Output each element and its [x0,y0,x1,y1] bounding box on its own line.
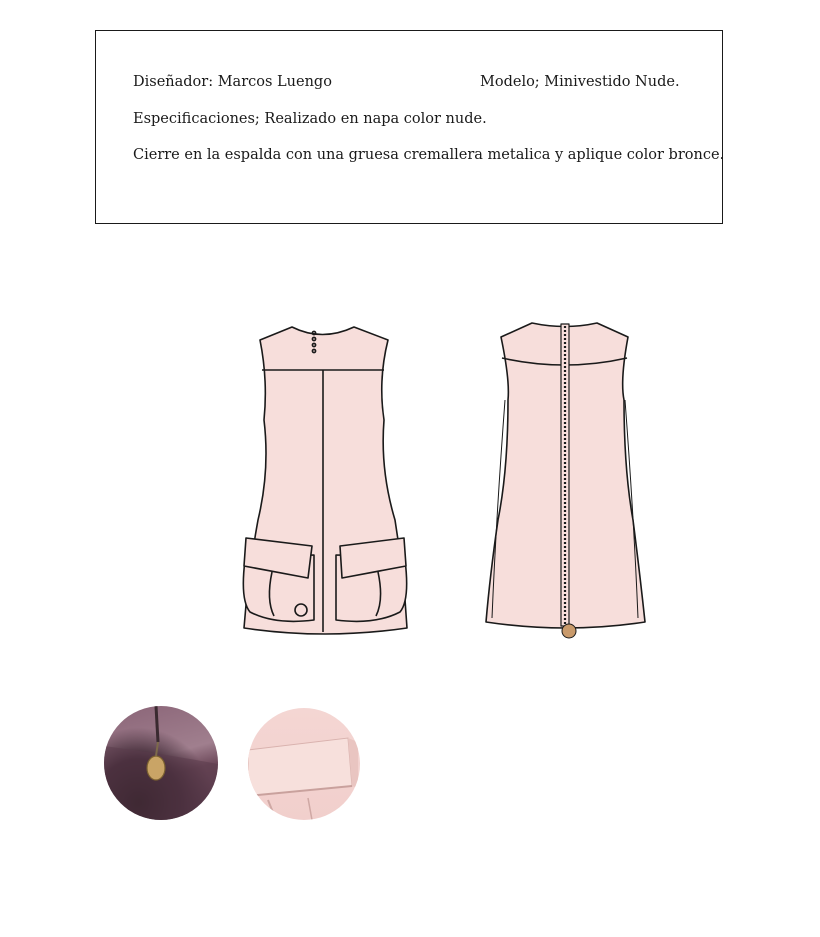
zipper-pull-icon [104,706,218,820]
zipper-detail-photo [104,706,218,820]
bronze-zipper-pull [562,624,576,638]
closure-text: Cierre en la espalda con una gruesa cremallera metalica y aplique color bronce. [133,147,725,163]
dress-back [486,323,645,638]
pocket-detail-photo [248,708,360,820]
model-text: Modelo; Minivestido Nude. [480,74,680,90]
pocket-flap-icon [248,708,360,820]
dress-front [243,327,407,634]
specifications-text: Especificaciones; Realizado en napa color nude. [133,111,487,127]
designer-text: Diseñador: Marcos Luengo [133,74,332,90]
